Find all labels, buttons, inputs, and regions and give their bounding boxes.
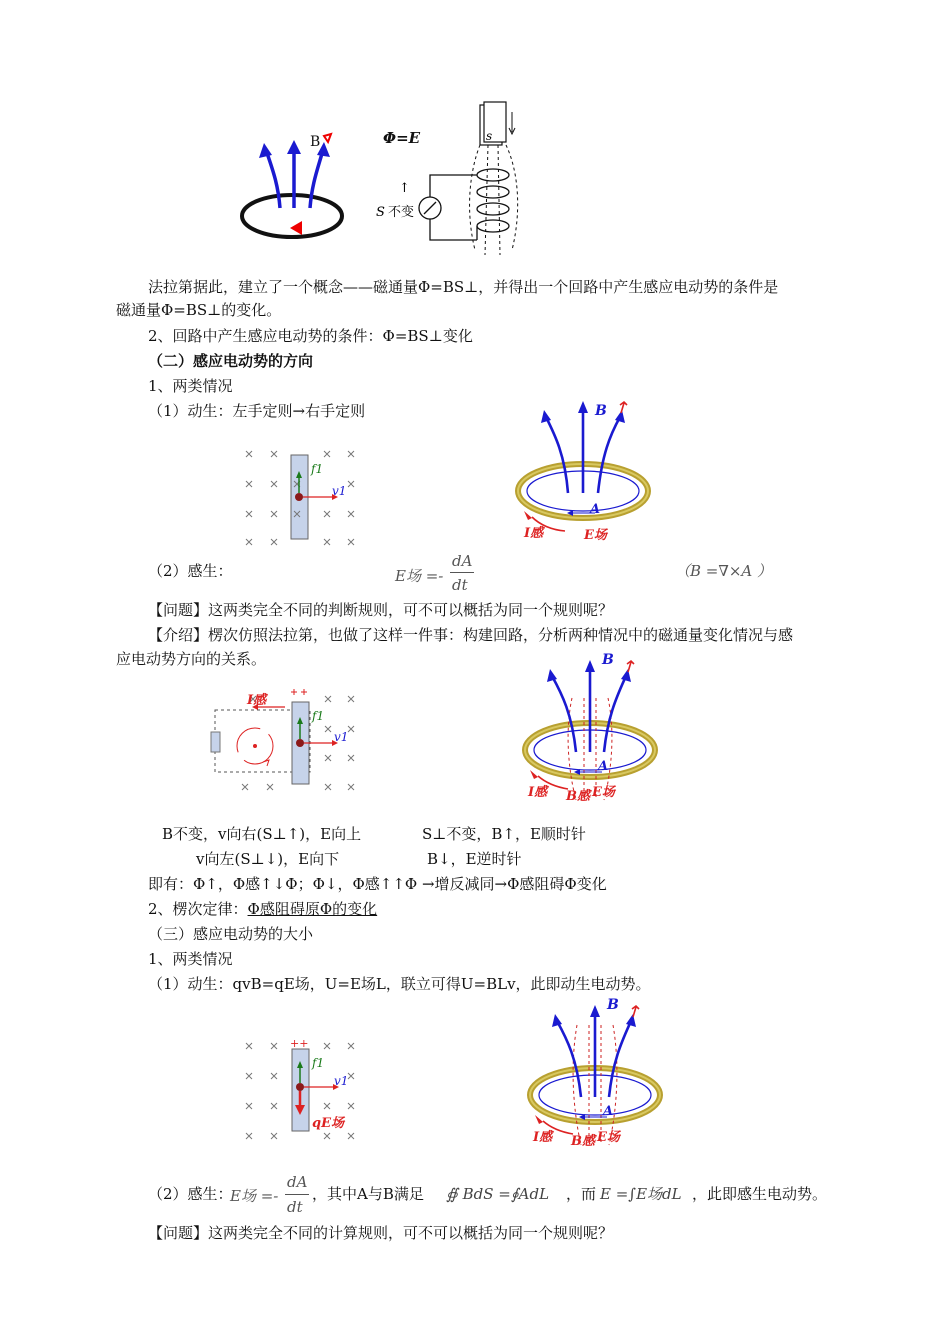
figure-rod-field-1 [240,445,370,550]
force-label-f1-2: f1 [312,709,325,723]
electric-force-label: qE场 [312,1116,344,1131]
ring3-label-a: A [603,1104,614,1119]
rod-charge-plus: ++ [290,1037,309,1050]
figure-ring-field-2 [510,650,670,810]
lenz-law [148,899,377,919]
fraction-bar-2 [285,1194,309,1195]
induced-emf-formula-left: E场 =- [230,1187,279,1205]
case-induced-increase: S⊥不变，B↑，E顺时针 [422,825,586,843]
formula-phi-fragment: Φ=E [383,129,421,147]
ring-label-i: I感 [524,526,544,541]
induced-formula-denominator: dt [452,576,468,594]
stokes-relation: ∯ BdS =∮AdL [446,1185,550,1203]
induced-emf-label: （2）感生： [148,1185,233,1203]
induced-emf-denominator: dt [287,1198,303,1216]
ring3-label-i: I感 [533,1130,553,1145]
induced-formula-numerator: dA [452,552,473,570]
ring2-label-a: A [598,759,609,774]
induced-label: （2）感生： [148,562,233,580]
field-label-b: B [310,134,321,150]
circuit-current-label: I感 [247,693,267,708]
figure-flux-loop [230,128,360,248]
lenz-law-prefix: 2、楞次定律： [148,900,248,918]
intro-lenz-line1: 【介绍】楞次仿照法拉第，也做了这样一件事：构建回路，分析两种情况中的磁通量变化情况与感 [148,626,794,644]
paragraph-motional-emf: （1）动生：qvB=qE场，U=E场L，联立可得U=BLv，此即动生电动势。 [148,975,651,993]
label-unchanged: 不变 [388,205,415,220]
ring2-label-i: I感 [528,785,548,800]
velocity-label-v1-2: v1 [334,730,349,744]
induced-emf-end: ，此即感生电动势。 [692,1185,828,1203]
magnet-pole-label: s [486,129,493,143]
velocity-label-v1-3: v1 [334,1074,349,1088]
ring2-label-b: B [602,652,614,668]
case-motional-left: v向左(S⊥↓)，E向下 [196,850,340,868]
question-direction: 【问题】这两类完全不同的判断规则，可不可以概括为同一个规则呢？ [148,601,614,619]
heading-direction: （二）感应电动势的方向 [148,352,314,370]
arrow-up-symbol: ↑ [399,181,410,196]
emf-integral: E =∫E场dL [600,1185,682,1203]
ring-label-e: E场 [584,528,607,543]
figure-rod-circuit [205,688,370,800]
velocity-label-v1: v1 [332,484,347,498]
question-magnitude: 【问题】这两类完全不同的计算规则，可不可以概括为同一个规则呢？ [148,1224,614,1242]
figure-ring-field-1 [510,395,660,550]
ring3-label-e: E场 [597,1130,620,1145]
induced-emf-middle: ，其中A与B满足 [312,1185,424,1203]
figure-rod-field-2 [240,1035,370,1145]
case-motional-right: B不变，v向右(S⊥↑)，E向上 [162,825,362,843]
ring2-label-e: E场 [592,785,615,800]
paragraph-two-cases-2: 1、两类情况 [148,950,233,968]
paragraph-condition: 2、回路中产生感应电动势的条件：Φ=BS⊥变化 [148,327,473,345]
fraction-bar [450,572,474,573]
induced-formula-left: E场 =- [395,567,444,585]
case-induced-decrease: B↓，E逆时针 [427,850,522,868]
figure-magnet-coil [370,100,530,260]
figure-ring-field-3 [515,995,675,1155]
ring2-label-binduced: B感 [566,789,590,804]
ring3-label-binduced: B感 [571,1134,595,1149]
paragraph-faraday-line1: 法拉第据此，建立了一个概念——磁通量Φ=BS⊥，并得出一个回路中产生感应电动势的条件是 [148,278,779,296]
force-label-f1-3: f1 [312,1056,325,1070]
lenz-law-statement: Φ感阻碍原Φ的变化 [247,900,378,918]
induced-emf-middle2: ，而 [566,1185,597,1203]
summary-increase-decrease: 即有：Φ↑，Φ感↑↓Φ；Φ↓，Φ感↑↑Φ →增反减同→Φ感阻碍Φ变化 [148,875,607,893]
label-s: S [376,205,385,220]
paragraph-faraday-line2: 磁通量Φ=BS⊥的变化。 [116,301,282,319]
paragraph-two-cases: 1、两类情况 [148,377,233,395]
heading-magnitude: （三）感应电动势的大小 [148,925,314,943]
ring-label-a: A [590,502,601,517]
ring-label-b: B [595,403,607,419]
paragraph-motional: （1）动生：左手定则→右手定则 [148,402,366,420]
curl-relation: （B =∇×A ） [675,562,773,580]
induced-emf-numerator: dA [287,1173,308,1191]
intro-lenz-line2: 应电动势方向的关系。 [116,650,267,668]
ring3-label-b: B [607,997,619,1013]
force-label-f1: f1 [311,462,324,476]
